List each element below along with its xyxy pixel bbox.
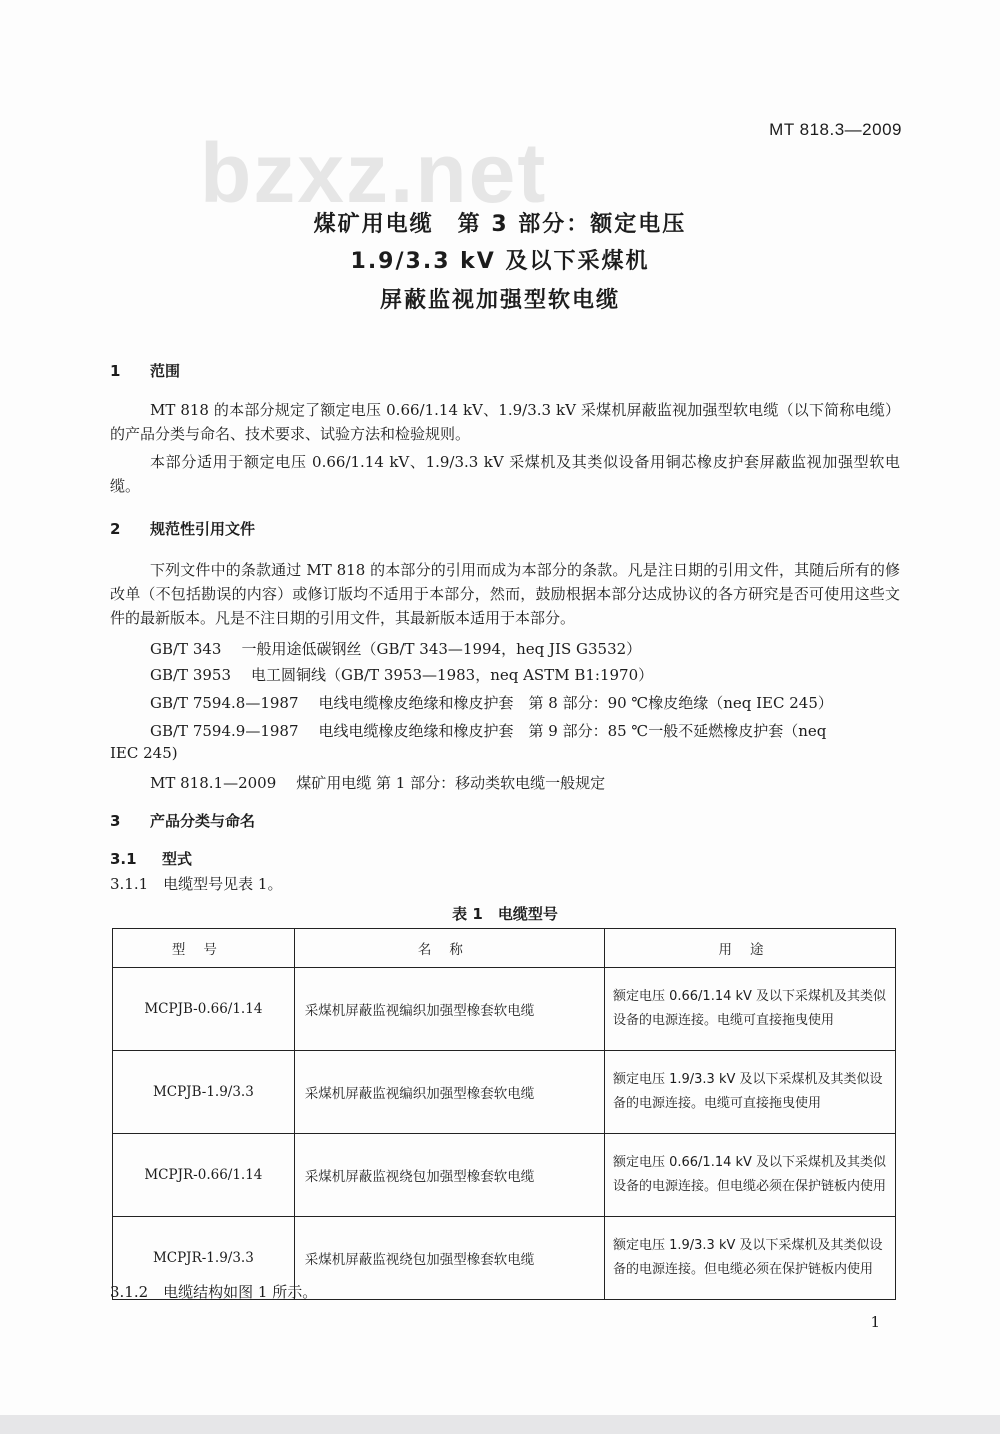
title-line-2: 1.9/3.3 kV 及以下采煤机 (350, 249, 650, 274)
reference-title: 电线电缆橡皮绝缘和橡皮护套 第 8 部分：90 ℃橡皮绝缘（neq IEC 245） (318, 694, 833, 712)
watermark: bzxz.net (200, 126, 548, 220)
section-title: 范围 (150, 362, 181, 380)
reference-item (150, 664, 653, 685)
column-header-model: 型号 (113, 929, 295, 968)
reference-code: MT 818.1—2009 (150, 774, 277, 792)
reference-item (150, 692, 833, 713)
table-row (113, 1134, 896, 1217)
page-number: 1 (870, 1313, 880, 1331)
table-caption: 表 1 电缆型号 (452, 905, 558, 923)
reference-title: 电工圆铜线（GB/T 3953—1983，neq ASTM B1:1970） (251, 666, 654, 684)
clause-3-1-2: 3.1.2 电缆结构如图 1 所示。 (110, 1283, 318, 1301)
cell-use: 额定电压 0.66/1.14 kV 及以下采煤机及其类似设备的电源连接。电缆可直接拖曳使用 (604, 968, 895, 1051)
viewer-bottom-band (0, 1415, 1000, 1434)
section-number: 3.1 (110, 850, 137, 868)
cell-name: 采煤机屏蔽监视编织加强型橡套软电缆 (294, 1051, 604, 1134)
reference-item (150, 638, 641, 659)
cell-name: 采煤机屏蔽监视编织加强型橡套软电缆 (294, 968, 604, 1051)
reference-item (150, 720, 826, 741)
reference-code: GB/T 7594.8—1987 (150, 694, 299, 712)
reference-title: 一般用途低碳钢丝（GB/T 343—1994，heq JIS G3532） (241, 640, 642, 658)
cell-model: MCPJB-0.66/1.14 (113, 968, 295, 1051)
section-number: 3 (110, 812, 121, 830)
table-row (113, 1051, 896, 1134)
table-row (113, 968, 896, 1051)
cell-name: 采煤机屏蔽监视绕包加强型橡套软电缆 (294, 1217, 604, 1300)
section-2-heading (110, 518, 255, 539)
cell-use: 额定电压 0.66/1.14 kV 及以下采煤机及其类似设备的电源连接。但电缆必须在保护链板内使用 (604, 1134, 895, 1217)
table-header-row (113, 929, 896, 968)
reference-item (150, 772, 605, 793)
cell-model: MCPJR-0.66/1.14 (113, 1134, 295, 1217)
column-header-name: 名称 (294, 929, 604, 968)
standard-code: MT 818.3—2009 (769, 120, 902, 139)
section-1-heading (110, 360, 180, 381)
title-line-1: 煤矿用电缆 第 3 部分：额定电压 (313, 212, 687, 237)
section-title: 规范性引用文件 (150, 520, 256, 538)
cell-use: 额定电压 1.9/3.3 kV 及以下采煤机及其类似设备的电源连接。但电缆必须在保护链板内使用 (604, 1217, 895, 1300)
reference-code: GB/T 7594.9—1987 (150, 722, 299, 740)
clause-3-1-1: 3.1.1 电缆型号见表 1。 (110, 875, 283, 893)
column-header-use: 用途 (604, 929, 895, 968)
section-2-paragraph: 下列文件中的条款通过 MT 818 的本部分的引用而成为本部分的条款。凡是注日期的引用文件，其随后所有的修改单（不包括勘误的内容）或修订版均不适用于本部分，然而，鼓励根据本部分达成协议的各方研究是否可使用这些文件的最新版本。凡是不注日期的引用文件，其最新版本适用于本部分。 (110, 561, 900, 627)
reference-title: 煤矿用电缆 第 1 部分：移动类软电缆一般规定 (296, 774, 606, 792)
cell-name: 采煤机屏蔽监视绕包加强型橡套软电缆 (294, 1134, 604, 1217)
section-number: 1 (110, 362, 121, 380)
section-number: 2 (110, 520, 121, 538)
reference-item-continuation (110, 744, 178, 762)
subsection-3-1-heading (110, 848, 192, 869)
reference-code: GB/T 343 (150, 640, 222, 658)
cable-model-table (112, 928, 896, 1300)
section-1-paragraph-1: MT 818 的本部分规定了额定电压 0.66/1.14 kV、1.9/3.3 kV 采煤机屏蔽监视加强型软电缆（以下简称电缆）的产品分类与命名、技术要求、试验方法和检验规则。 (110, 401, 900, 443)
cell-use: 额定电压 1.9/3.3 kV 及以下采煤机及其类似设备的电源连接。电缆可直接拖曳使用 (604, 1051, 895, 1134)
reference-code: IEC 245) (110, 744, 178, 762)
section-1-paragraph-2: 本部分适用于额定电压 0.66/1.14 kV、1.9/3.3 kV 采煤机及其类似设备用铜芯橡皮护套屏蔽监视加强型软电缆。 (110, 453, 900, 495)
cell-model: MCPJR-1.9/3.3 (113, 1217, 295, 1300)
title-line-3: 屏蔽监视加强型软电缆 (379, 288, 620, 313)
reference-title: 电线电缆橡皮绝缘和橡皮护套 第 9 部分：85 ℃一般不延燃橡皮护套（neq (318, 722, 827, 740)
section-title: 型式 (162, 850, 193, 868)
section-title: 产品分类与命名 (150, 812, 256, 830)
cell-model: MCPJB-1.9/3.3 (113, 1051, 295, 1134)
reference-code: GB/T 3953 (150, 666, 232, 684)
section-3-heading (110, 810, 255, 831)
